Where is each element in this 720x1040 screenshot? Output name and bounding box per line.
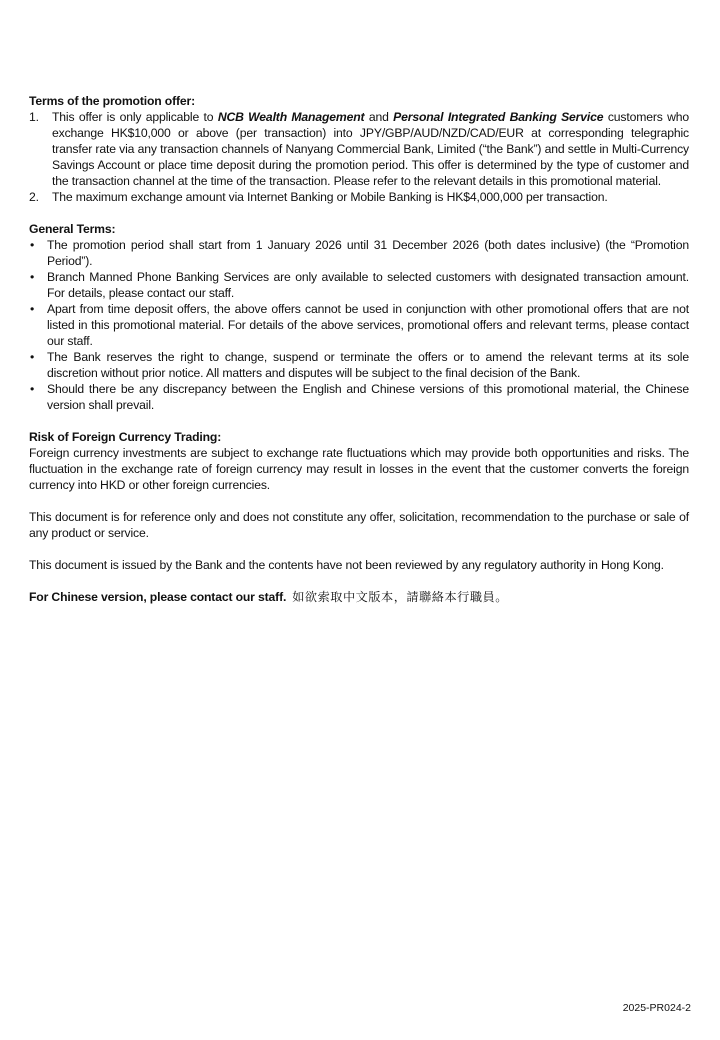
general-terms-heading: General Terms: — [29, 222, 116, 236]
general-term-item — [29, 349, 689, 381]
general-term-item — [29, 381, 689, 413]
regulatory-disclaimer: This document is issued by the Bank and the contents have not been reviewed by any regulatory authority in Hong Kong. — [29, 558, 664, 572]
general-term-item — [29, 237, 689, 269]
general-term-item — [29, 301, 689, 349]
general-terms-list — [29, 237, 689, 413]
term-text: customers who exchange HK$10,000 or above (per transaction) into JPY/GBP/AUD/NZD/CAD/EUR at corresponding telegraphic transfer rate via any transaction channels of Nanyang Commercial Bank, Limited (“the Bank”) and settle in Multi-Currency Savings Account or place time deposit during the promotion period. This offer is determined by the type of customer and the transaction channel at the time of the transaction. Please refer to the relevant details in this promotional material. — [52, 110, 689, 188]
promotion-term-item — [29, 189, 689, 205]
ncb-wealth-management-label: NCB Wealth Management — [217, 110, 365, 124]
bullet-icon: • — [30, 382, 35, 396]
risk-text: Foreign currency investments are subject to exchange rate fluctuations which may provide both opportunities and risks. The fluctuation in the exchange rate of foreign currency may result in losses in the event that the customer converts the foreign currency into HKD or other foreign currencies. — [29, 446, 689, 492]
term-text: Apart from time deposit offers, the above offers cannot be used in conjunction with other promotional offers that are not listed in this promotional material. For details of the above services, promotional offers and relevant terms, please contact our staff. — [47, 302, 689, 348]
chinese-version-english: For Chinese version, please contact our staff. — [29, 590, 287, 604]
terms-document — [29, 93, 689, 605]
promotion-terms-heading: Terms of the promotion offer: — [29, 94, 196, 108]
term-text: The Bank reserves the right to change, suspend or terminate the offers or to amend the relevant terms at its sole discretion without prior notice. All matters and disputes will be subject to the final decision of the Bank. — [47, 350, 689, 380]
reference-disclaimer: This document is for reference only and does not constitute any offer, solicitation, recommendation to the purchase or sale of any product or service. — [29, 510, 689, 540]
bullet-icon: • — [30, 238, 35, 252]
personal-integrated-banking-label: Personal Integrated Banking Service — [393, 110, 604, 124]
bullet-icon: • — [30, 302, 35, 316]
risk-heading: Risk of Foreign Currency Trading: — [29, 430, 222, 444]
promotion-term-item — [29, 109, 689, 189]
term-text: and — [364, 110, 394, 124]
document-code: 2025-PR024-2 — [622, 1002, 691, 1014]
term-text: Branch Manned Phone Banking Services are only available to selected customers with designated transaction amount. For details, please contact our staff. — [47, 270, 689, 300]
list-number: 1. — [29, 110, 39, 124]
bullet-icon: • — [30, 270, 35, 284]
term-text: The maximum exchange amount via Internet Banking or Mobile Banking is HK$4,000,000 per transaction. — [52, 190, 608, 204]
list-number: 2. — [29, 190, 39, 204]
term-text: The promotion period shall start from 1 January 2026 until 31 December 2026 (both dates inclusive) (the “Promotion Period”). — [47, 238, 689, 268]
chinese-version-chinese: 如欲索取中文版本，請聯絡本行職員。 — [292, 590, 508, 604]
bullet-icon: • — [30, 350, 35, 364]
promotion-terms-list — [29, 109, 689, 205]
term-text: This offer is only applicable to — [52, 110, 218, 124]
general-term-item — [29, 269, 689, 301]
term-text: Should there be any discrepancy between the English and Chinese versions of this promotional material, the Chinese version shall prevail. — [47, 382, 689, 412]
chinese-version-note — [29, 589, 689, 605]
